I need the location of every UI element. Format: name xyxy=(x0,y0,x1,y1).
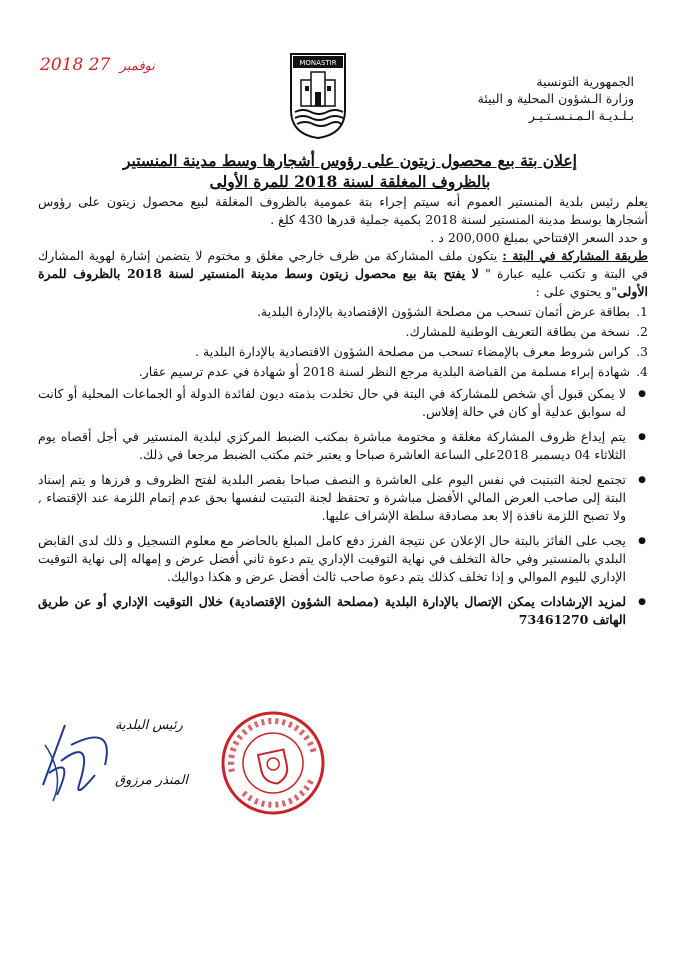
logo-text: MONASTIR xyxy=(299,59,337,67)
intro-paragraph: يعلم رئيس بلدية المنستير العموم أنه سيتم إجراء بتة عمومية بالظروف المغلقة لبيع محصول زيتون على رؤوس أشجارها بوسط مدينة المنستير لسنة 2018 بكمية جملية قدرها 430 كلغ . xyxy=(38,194,648,227)
contact-info: ● لمزيد الإرشادات يمكن الإتصال بالإدارة البلدية (مصلحة الشؤون الإقتصادية) خلال التوقيت الإداري أو عن طريق الهاتف 73461270 xyxy=(38,593,626,629)
announcement-body xyxy=(38,193,648,636)
announcement-title xyxy=(70,150,630,192)
title-line-1: إعلان بتة بيع محصول زيتون على رؤوس أشجارها وسط مدينة المنستير xyxy=(123,151,577,170)
condition-item: ● لا يمكن قبول أي شخص للمشاركة في البتة في حال تخلدت بذمته ديون لفائدة الدولة أو الجماعات المحلية أو كانت له سوابق عدلية أو كان في حالة إفلاس. xyxy=(38,385,626,421)
envelope-phrase: لا يفتح بتة بيع محصول زيتون وسط مدينة المنستير لسنة 2018 بالظروف للمرة الأولى xyxy=(38,266,648,299)
letterhead-ministry: وزارة الـشؤون المحلية و البيئة xyxy=(477,91,634,106)
letterhead-republic: الجمهورية التونسية xyxy=(536,74,634,89)
signatory-name: المنذر مرزوق xyxy=(115,773,189,788)
method-tail: "و يحتوي على : xyxy=(535,284,618,299)
conditions-list xyxy=(38,385,648,629)
document-item: 4. شهادة إبراء مسلمة من القباضة البلدية مرجع النظر لسنة 2018 أو شهادة في عدم ترسيم عقار. xyxy=(138,364,648,379)
document-item: 1. بطاقة عرض أثمان تسحب من مصلحة الشؤون الإقتصادية بالإدارة البلدية. xyxy=(256,304,648,319)
document-item: 2. نسخة من بطاقة التعريف الوطنية للمشارك. xyxy=(405,324,648,339)
required-documents-list xyxy=(38,303,648,381)
letterhead xyxy=(478,73,634,124)
signatory-title: رئيس البلدية xyxy=(115,718,183,733)
condition-item: ● يجب على الفائز بالبتة حال الإعلان عن نتيجة الفرز دفع كامل المبلغ بالحاضر مع معلوم التسجيل و ذلك لدى القابض البلدي بالمنستير وفي حالة التخلف في نهاية التوقيت الإداري يتم دعوة ثاني أفضل عرض و إمهاله إلى نهاية التوقيت الإداري لليوم الموالي و إذا تخلف كذلك يتم دعوة صاحب ثالث أفضل عرض و هكذا دواليك. xyxy=(38,532,626,586)
official-stamp-icon xyxy=(218,708,328,818)
condition-item: ● تجتمع لجنة التبتيت في نفس اليوم على العاشرة و النصف صباحا بقصر البلدية لفتح الظروف و فرزها و يتم إسناد البتة إلى صاحب العرض المالي الأفضل مباشرة و تحتفظ لجنة التبتيت لنفسها بحق عدم إتمام اللزمة عند الإقتضاء , ولا تصبح اللزمة نافذة إلا بعد مصادقة سلطة الإشراف عليها. xyxy=(38,471,626,525)
handwritten-date xyxy=(40,55,159,75)
method-text: يتكون ملف المشاركة من ظرف خارجي مغلق و مختوم لا يتضمن إشارة لهوية المشارك في البتة و تكتب عليه عبارة " xyxy=(38,248,648,281)
opening-price: و حدد السعر الإفتتاحي بمبلغ 200,000 د . xyxy=(430,230,648,245)
title-line-2: بالظروف المغلقة لسنة 2018 للمرة الأولى xyxy=(209,172,491,191)
letterhead-municipality: بـلـديـة الـمـنـسـتـيـر xyxy=(528,108,634,123)
condition-item: ● يتم إيداع ظروف المشاركة مغلقة و مختومة مباشرة بمكتب الضبط المركزي لبلدية المنستير في أجل أقصاه يوم الثلاثاء 04 ديسمبر 2018على الساعة العاشرة صباحا و يعتبر ختم مكتب الضبط مرجعا في ذلك. xyxy=(38,428,626,464)
date-year: 2018 xyxy=(40,55,84,75)
date-day: 27 xyxy=(88,55,111,75)
document-item: 3. كراس شروط معرف بالإمضاء تسحب من مصلحة الشؤون الاقتصادية بالإدارة البلدية . xyxy=(195,344,648,359)
participation-method xyxy=(38,247,648,301)
date-month: نوفمبر xyxy=(119,59,155,74)
method-label: طريقة المشاركة في البتة : xyxy=(502,248,648,263)
monastir-logo-icon xyxy=(285,48,351,140)
